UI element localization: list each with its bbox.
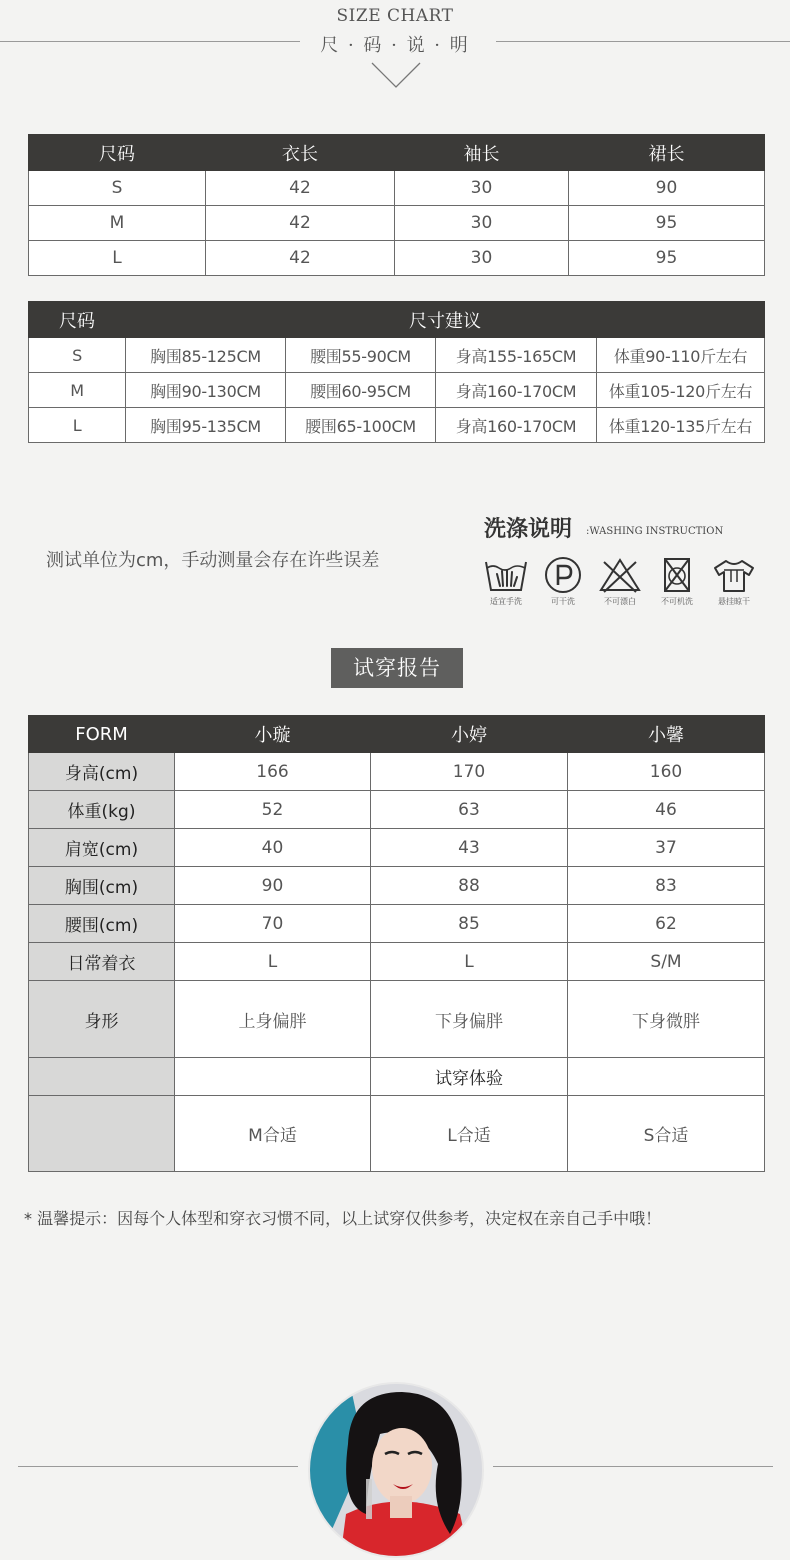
table-cell: 30 <box>395 241 569 276</box>
table-cell: S <box>29 171 206 206</box>
table-cell-empty <box>175 1058 371 1096</box>
table-cell: 体重105-120斤左右 <box>597 373 765 408</box>
table-cell: L <box>371 943 568 981</box>
table-cell: 70 <box>175 905 371 943</box>
table-cell: 30 <box>395 171 569 206</box>
table-cell: L <box>29 241 206 276</box>
table-row <box>29 981 765 1058</box>
hang-dry-icon <box>711 556 757 594</box>
no-bleach-icon <box>598 556 642 594</box>
table-row <box>29 791 765 829</box>
suggestion-table-header <box>29 302 765 338</box>
table-cell: 胸围85-125CM <box>126 338 286 373</box>
row-header: 身高(cm) <box>29 753 175 791</box>
row-header: 身形 <box>29 981 175 1058</box>
measurement-note: 测试单位为cm，手动测量会存在许些误差 <box>46 550 380 571</box>
table-row <box>29 753 765 791</box>
row-header: 肩宽(cm) <box>29 829 175 867</box>
table-cell: 40 <box>175 829 371 867</box>
report-table-header <box>29 716 765 753</box>
table-cell: 体重90-110斤左右 <box>597 338 765 373</box>
size-chart-title-en: SIZE CHART <box>336 6 454 26</box>
size-suggestion-table <box>28 301 765 443</box>
table-cell: 37 <box>568 829 765 867</box>
table-cell: M <box>29 373 126 408</box>
row-header: 腰围(cm) <box>29 905 175 943</box>
table-cell: 上身偏胖 <box>175 981 371 1058</box>
table-cell: 90 <box>175 867 371 905</box>
table-cell: 160 <box>568 753 765 791</box>
no-machine-wash-icon <box>659 556 695 594</box>
model-portrait-image <box>310 1384 484 1558</box>
table-cell: M <box>29 206 206 241</box>
table-row <box>29 408 765 443</box>
table-cell: 46 <box>568 791 765 829</box>
row-header: 体重(kg) <box>29 791 175 829</box>
table-row <box>29 1096 765 1172</box>
size-table <box>28 134 765 276</box>
footer-divider-left <box>18 1466 298 1467</box>
suggestion-header-size: 尺码 <box>29 302 126 338</box>
table-row <box>29 241 765 276</box>
table-row <box>29 943 765 981</box>
try-on-report-table <box>28 715 765 1172</box>
wash-label: 可干洗 <box>551 597 575 606</box>
table-cell: 身高155-165CM <box>436 338 597 373</box>
wash-label: 不可漂白 <box>604 597 636 606</box>
table-cell: 体重120-135斤左右 <box>597 408 765 443</box>
table-row <box>29 829 765 867</box>
table-cell: 42 <box>206 206 395 241</box>
table-row <box>29 338 765 373</box>
wash-item-dry-clean <box>535 556 591 607</box>
table-cell: 170 <box>371 753 568 791</box>
table-cell: 90 <box>569 171 765 206</box>
table-cell: 52 <box>175 791 371 829</box>
table-cell: 胸围90-130CM <box>126 373 286 408</box>
table-cell: S <box>29 338 126 373</box>
table-cell: 95 <box>569 206 765 241</box>
table-cell-empty <box>568 1058 765 1096</box>
table-cell: 腰围60-95CM <box>286 373 436 408</box>
washing-subtitle: :WASHING INSTRUCTION <box>586 526 724 537</box>
table-cell: 身高160-170CM <box>436 408 597 443</box>
report-header-model: 小璇 <box>175 716 371 753</box>
row-header-empty <box>29 1058 175 1096</box>
table-cell: 42 <box>206 241 395 276</box>
footer-divider-right <box>493 1466 773 1467</box>
table-row <box>29 206 765 241</box>
table-cell: L <box>29 408 126 443</box>
table-cell: 30 <box>395 206 569 241</box>
table-cell: 身高160-170CM <box>436 373 597 408</box>
table-row <box>29 905 765 943</box>
report-header-model: 小馨 <box>568 716 765 753</box>
table-row <box>29 867 765 905</box>
table-cell: L合适 <box>371 1096 568 1172</box>
table-cell: 42 <box>206 171 395 206</box>
wash-item-hand-wash <box>478 556 534 607</box>
size-table-header-cell: 裙长 <box>569 135 765 171</box>
table-cell: 63 <box>371 791 568 829</box>
table-cell: M合适 <box>175 1096 371 1172</box>
row-header-empty <box>29 1096 175 1172</box>
table-cell: S合适 <box>568 1096 765 1172</box>
table-cell: 95 <box>569 241 765 276</box>
tip-text: * 温馨提示：因每个人体型和穿衣习惯不同，以上试穿仅供参考，决定权在亲自己手中哦！ <box>24 1209 662 1228</box>
wash-item-no-machine-wash <box>649 556 705 607</box>
size-table-header-cell: 尺码 <box>29 135 206 171</box>
wash-label: 悬挂晾干 <box>718 597 750 606</box>
table-cell: 83 <box>568 867 765 905</box>
table-cell: 下身微胖 <box>568 981 765 1058</box>
report-header-model: 小婷 <box>371 716 568 753</box>
row-header: 日常着衣 <box>29 943 175 981</box>
table-row <box>29 171 765 206</box>
try-on-report-button[interactable]: 试穿报告 <box>331 648 463 688</box>
table-row <box>29 1058 765 1096</box>
wash-item-no-bleach <box>592 556 648 607</box>
chevron-down-icon <box>370 60 422 90</box>
table-cell: 腰围65-100CM <box>286 408 436 443</box>
size-table-header-cell: 袖长 <box>395 135 569 171</box>
dry-clean-icon <box>543 556 583 594</box>
table-cell: 166 <box>175 753 371 791</box>
table-cell: 88 <box>371 867 568 905</box>
experience-label: 试穿体验 <box>371 1058 568 1096</box>
table-cell: 腰围55-90CM <box>286 338 436 373</box>
size-chart-title-cn: 尺 · 码 · 说 · 明 <box>320 35 470 56</box>
wash-item-hang-dry <box>706 556 762 607</box>
wash-label: 适宜手洗 <box>490 597 522 606</box>
table-row <box>29 373 765 408</box>
table-cell: 85 <box>371 905 568 943</box>
model-avatar <box>308 1382 484 1558</box>
hand-wash-icon <box>483 556 529 594</box>
size-table-header <box>29 135 765 171</box>
table-cell: 胸围95-135CM <box>126 408 286 443</box>
size-table-header-cell: 衣长 <box>206 135 395 171</box>
report-header-form: FORM <box>29 716 175 753</box>
washing-title: 洗涤说明 <box>484 516 573 542</box>
wash-label: 不可机洗 <box>661 597 693 606</box>
suggestion-header-advice: 尺寸建议 <box>126 302 765 338</box>
table-cell: L <box>175 943 371 981</box>
table-cell: S/M <box>568 943 765 981</box>
row-header: 胸围(cm) <box>29 867 175 905</box>
table-cell: 下身偏胖 <box>371 981 568 1058</box>
table-cell: 43 <box>371 829 568 867</box>
table-cell: 62 <box>568 905 765 943</box>
